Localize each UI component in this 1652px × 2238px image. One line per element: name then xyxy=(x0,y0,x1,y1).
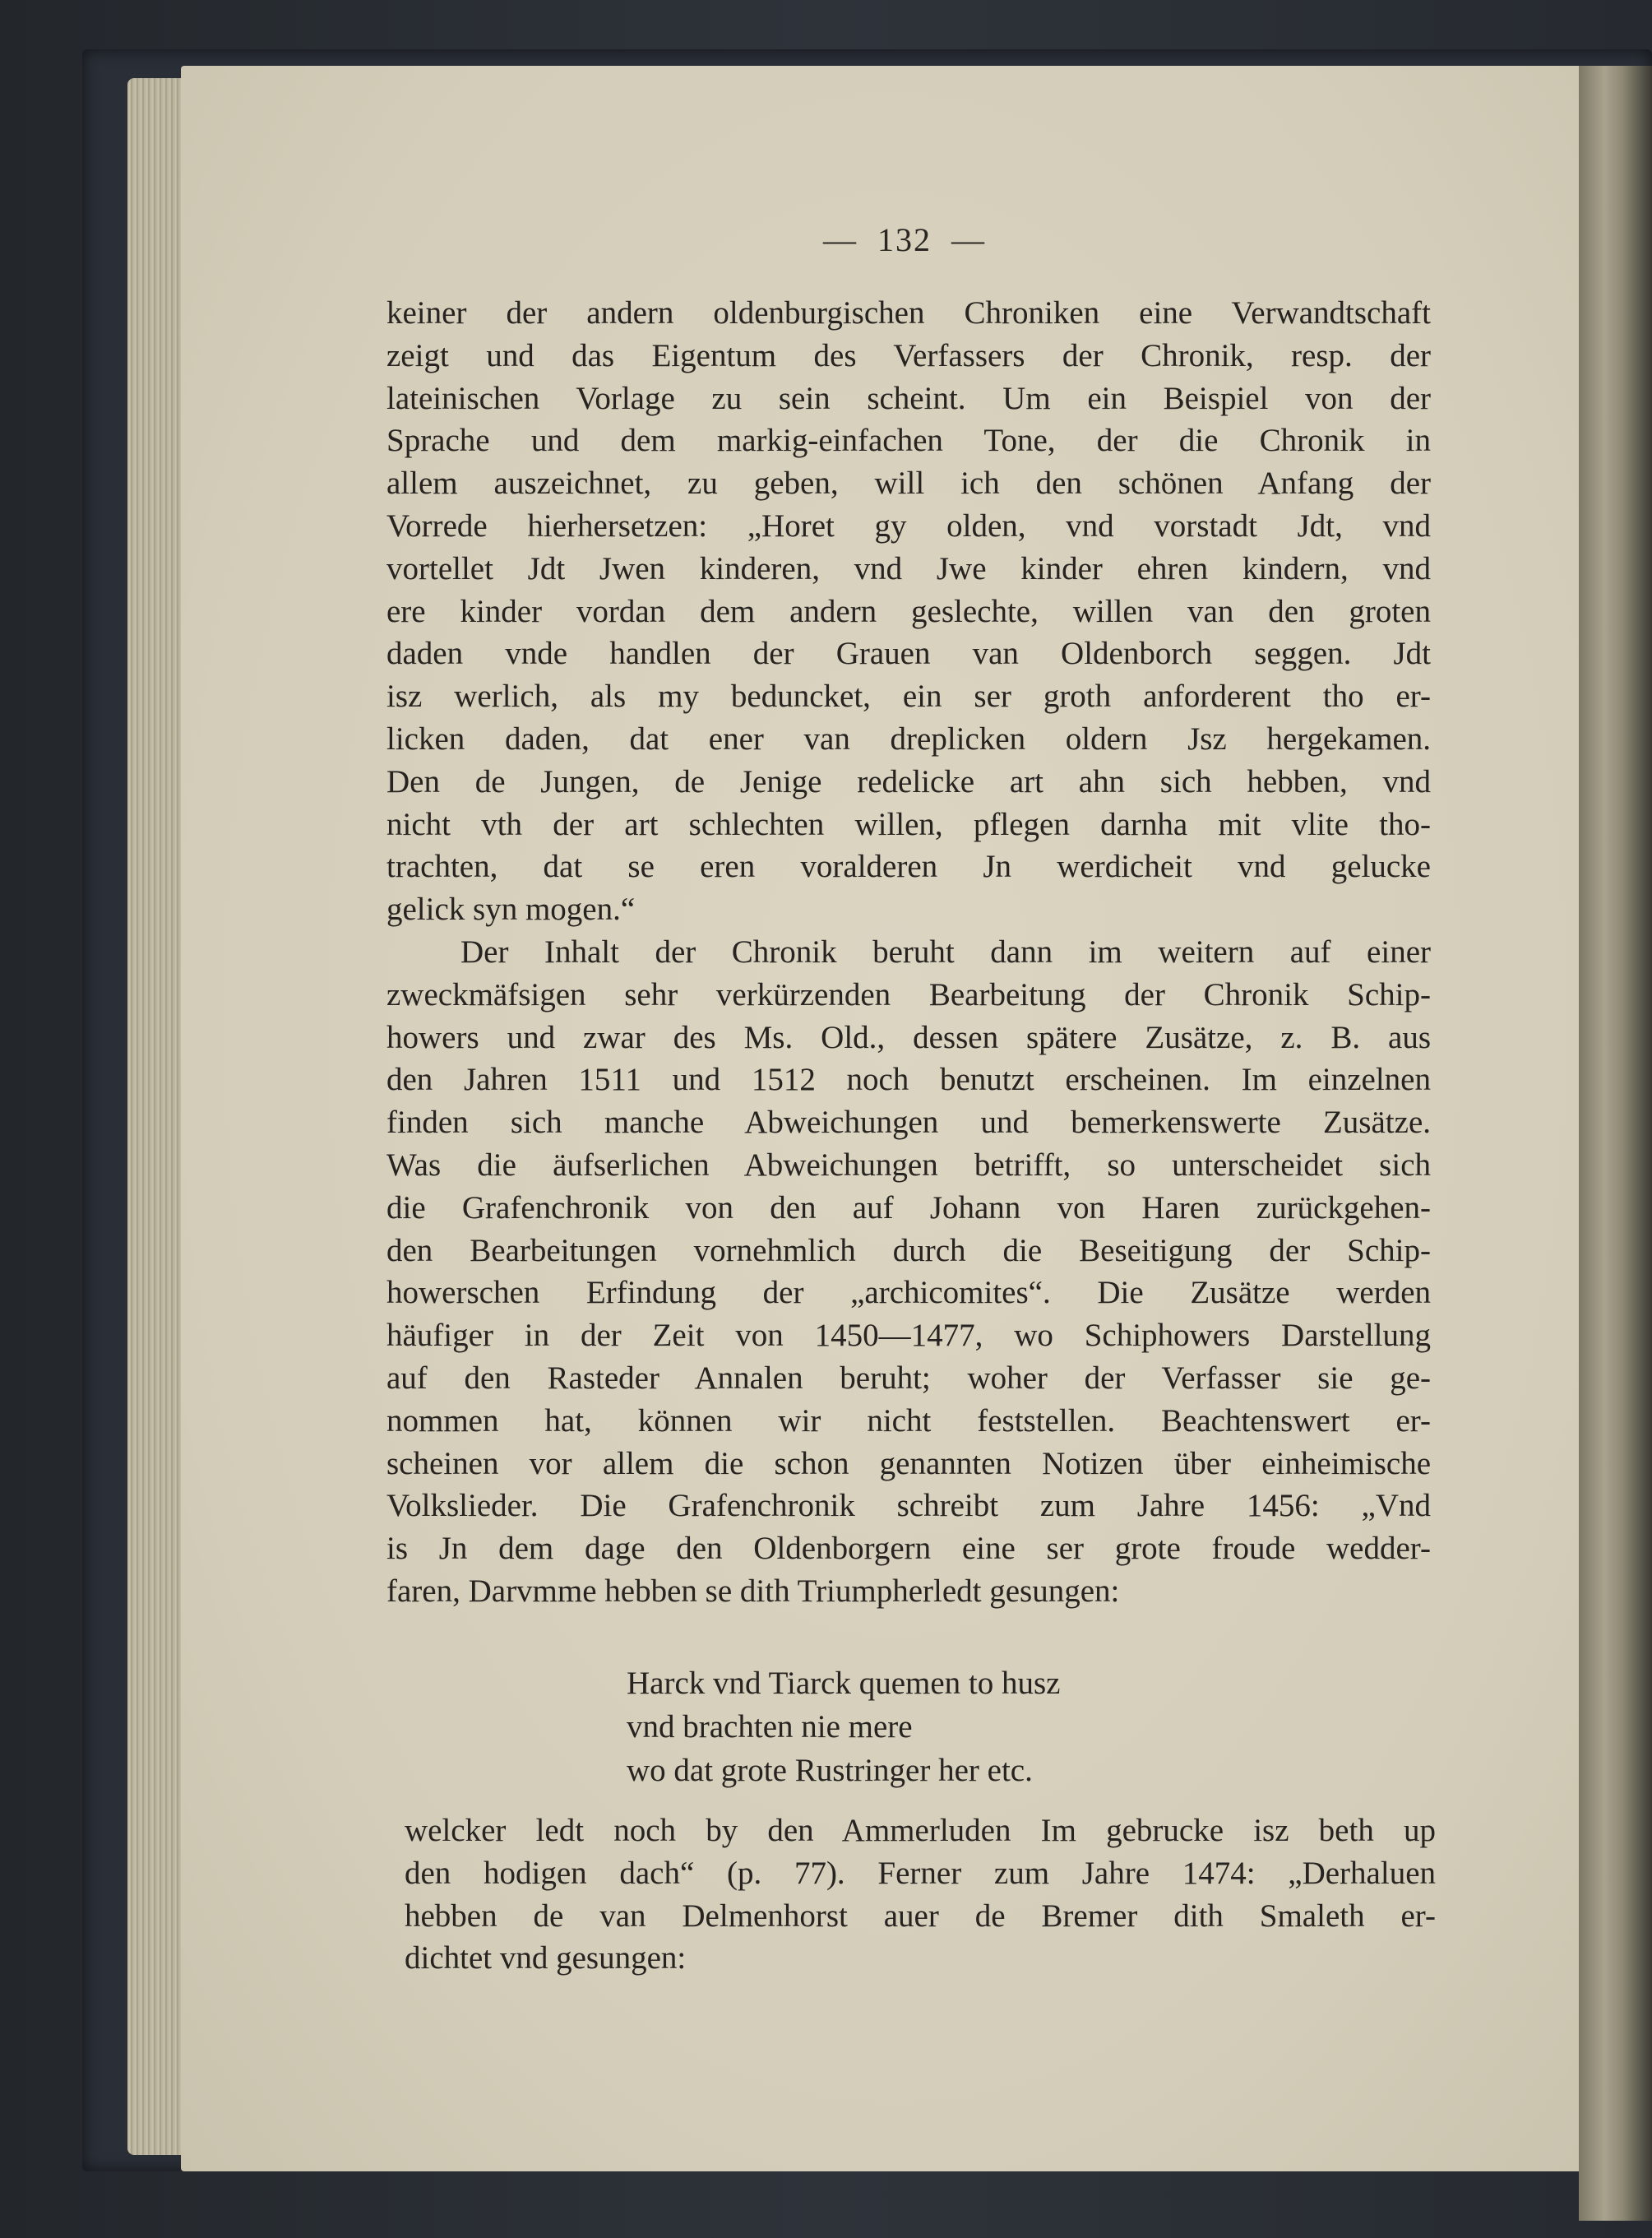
text-line: auf den Rasteder Annalen beruht; woher der Verfasser sie ge- xyxy=(386,1360,1431,1396)
text-line: Was die äufserlichen Abweichungen betrifft, so unterscheidet sich xyxy=(386,1147,1431,1183)
text-line: daden vnde handlen der Grauen van Oldenborch seggen. Jdt xyxy=(386,636,1431,672)
text-line: lateinischen Vorlage zu sein scheint. Um ein Beispiel von der xyxy=(386,380,1431,416)
text-line: Vorrede hierhersetzen: „Horet gy olden, vnd vorstadt Jdt, vnd xyxy=(386,507,1431,544)
text-line: zweckmäfsigen sehr verkürzenden Bearbeitung der Chronik Schip- xyxy=(386,976,1431,1012)
paragraph-block-1 xyxy=(386,292,1431,1613)
text-line: allem auszeichnet, zu geben, will ich den schönen Anfang der xyxy=(386,466,1431,502)
page-number: — 132 — xyxy=(823,221,986,258)
text-line: howers und zwar des Ms. Old., dessen spätere Zusätze, z. B. aus xyxy=(386,1019,1431,1055)
text-line: Volkslieder. Die Grafenchronik schreibt zum Jahre 1456: „Vnd xyxy=(386,1488,1431,1524)
text-line: faren, Darvmme hebben se dith Triumpherledt gesungen: xyxy=(386,1573,1120,1609)
text-line: Der Inhalt der Chronik beruht dann im weitern auf einer xyxy=(460,934,1431,970)
text-line: den Bearbeitungen vornehmlich durch die Beseitigung der Schip- xyxy=(386,1232,1431,1268)
text-line: vortellet Jdt Jwen kinderen, vnd Jwe kinder ehren kindern, vnd xyxy=(386,550,1431,586)
text-line: hebben de van Delmenhorst auer de Bremer dith Smaleth er- xyxy=(405,1897,1436,1934)
text-line: isz werlich, als my beduncket, ein ser groth anforderent tho er- xyxy=(386,679,1431,715)
verse-block xyxy=(627,1661,1284,1792)
text-line: häufiger in der Zeit von 1450—1477, wo Schiphowers Darstellung xyxy=(386,1318,1431,1354)
text-line: trachten, dat se eren voralderen Jn werdicheit vnd gelucke xyxy=(386,849,1431,885)
text-line: scheinen vor allem die schon genannten Notizen über einheimische xyxy=(386,1445,1431,1481)
text-line: den Jahren 1511 und 1512 noch benutzt erscheinen. Im einzelnen xyxy=(386,1062,1431,1098)
text-line: finden sich manche Abweichungen und bemerkenswerte Zusätze. xyxy=(386,1105,1431,1141)
text-line: welcker ledt noch by den Ammerluden Im gebrucke isz beth up xyxy=(405,1813,1436,1848)
text-line: ere kinder vordan dem andern geslechte, willen van den groten xyxy=(386,593,1431,629)
text-line: den hodigen dach“ (p. 77). Ferner zum Jahre 1474: „Derhaluen xyxy=(405,1855,1436,1891)
text-line: Sprache und dem markig-einfachen Tone, der die Chronik in xyxy=(386,423,1431,459)
verse-line: wo dat grote Rustringer her etc. xyxy=(627,1753,1033,1788)
paragraph-block-3 xyxy=(405,1809,1436,1980)
text-line: nommen hat, können wir nicht feststellen. Beachtenswert er- xyxy=(386,1402,1431,1439)
text-line: howerschen Erfindung der „archicomites“. Die Zusätze werden xyxy=(386,1275,1431,1311)
verse-line: Harck vnd Tiarck quemen to husz xyxy=(627,1666,1061,1701)
text-line: licken daden, dat ener van dreplicken oldern Jsz hergekamen. xyxy=(386,721,1431,757)
text-line: is Jn dem dage den Oldenborgern eine ser grote froude wedder- xyxy=(386,1531,1431,1567)
text-line: die Grafenchronik von den auf Johann von Haren zurückgehen- xyxy=(386,1189,1431,1226)
text-line: Den de Jungen, de Jenige redelicke art ahn sich hebben, vnd xyxy=(386,763,1431,799)
verse-line: vnd brachten nie mere xyxy=(627,1709,913,1745)
text-line: dichtet vnd gesungen: xyxy=(405,1940,687,1976)
book-gutter xyxy=(1579,66,1652,2221)
text-line: nicht vth der art schlechten willen, pflegen darnha mit vlite tho- xyxy=(386,806,1431,842)
text-line: zeigt und das Eigentum des Verfassers der Chronik, resp. der xyxy=(386,337,1431,373)
text-line: keiner der andern oldenburgischen Chroniken eine Verwandtschaft xyxy=(386,295,1431,331)
text-line: gelick syn mogen.“ xyxy=(386,892,636,928)
